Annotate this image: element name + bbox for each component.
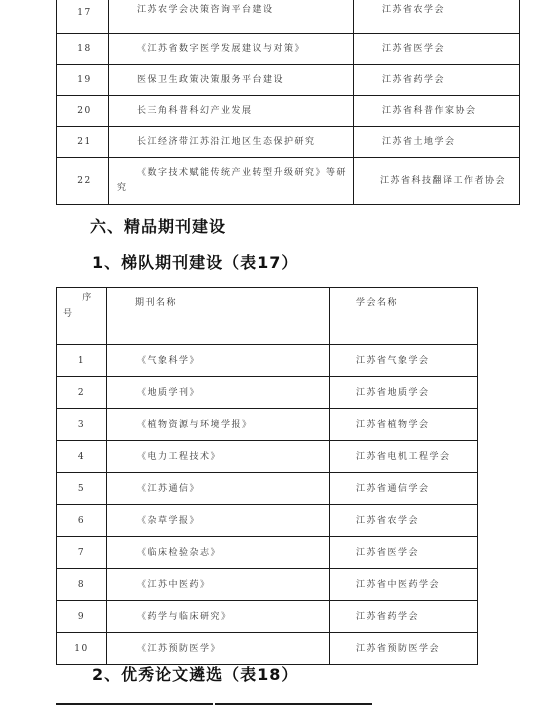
society-name: 江苏省土地学会: [354, 127, 520, 158]
row-number: 21: [57, 127, 109, 158]
header-society-name: 学会名称: [330, 288, 478, 345]
project-title: 长三角科普科幻产业发展: [109, 96, 354, 127]
society-name: 江苏省科普作家协会: [354, 96, 520, 127]
society-name: 江苏省预防医学会: [330, 633, 478, 665]
journal-title: 《气象科学》: [107, 345, 330, 377]
project-table: [56, 0, 520, 205]
row-number: 22: [57, 158, 109, 205]
row-number: 5: [57, 473, 107, 505]
row-number: 4: [57, 441, 107, 473]
project-title: 《数字技术赋能传统产业转型升级研究》等研究: [109, 158, 354, 205]
society-name: 江苏省电机工程学会: [330, 441, 478, 473]
row-number: 17: [57, 0, 109, 34]
journal-title: 《杂草学报》: [107, 505, 330, 537]
next-table-top-border: [56, 703, 213, 705]
table-row: [57, 409, 478, 441]
society-name: 江苏省通信学会: [330, 473, 478, 505]
society-name: 江苏省气象学会: [330, 345, 478, 377]
header-journal-name: 期刊名称: [107, 288, 330, 345]
row-number: 20: [57, 96, 109, 127]
table-row: [57, 441, 478, 473]
header-seq: [57, 288, 107, 345]
society-name: 江苏省医学会: [330, 537, 478, 569]
society-name: 江苏省中医药学会: [330, 569, 478, 601]
table-row: [57, 473, 478, 505]
section-heading-journals: 六、精品期刊建设: [90, 217, 227, 236]
subsection-heading-tier-journals: 1、梯队期刊建设（表17）: [92, 253, 299, 272]
society-name: 江苏省科技翻译工作者协会: [354, 158, 520, 205]
society-name: 江苏省地质学会: [330, 377, 478, 409]
society-name: 江苏省医学会: [354, 34, 520, 65]
society-name: 江苏省药学会: [354, 65, 520, 96]
journal-title: 《植物资源与环境学报》: [107, 409, 330, 441]
row-number: 1: [57, 345, 107, 377]
journal-title: 《临床检验杂志》: [107, 537, 330, 569]
table-row: [57, 601, 478, 633]
row-number: 18: [57, 34, 109, 65]
table-row: [57, 377, 478, 409]
row-number: 6: [57, 505, 107, 537]
table-row: [57, 569, 478, 601]
subsection-heading-papers: 2、优秀论文遴选（表18）: [92, 665, 299, 684]
journal-title: 《江苏预防医学》: [107, 633, 330, 665]
society-name: 江苏省农学会: [354, 0, 520, 34]
table-row: [57, 537, 478, 569]
society-name: 江苏省农学会: [330, 505, 478, 537]
row-number: 2: [57, 377, 107, 409]
table-row: [57, 96, 520, 127]
table-row: [57, 127, 520, 158]
table-header-row: [57, 288, 478, 345]
table-row: [57, 158, 520, 205]
society-name: 江苏省植物学会: [330, 409, 478, 441]
journal-title: 《电力工程技术》: [107, 441, 330, 473]
table-row: [57, 65, 520, 96]
row-number: 19: [57, 65, 109, 96]
project-title: 江苏农学会决策咨询平台建设: [109, 0, 354, 34]
row-number: 9: [57, 601, 107, 633]
header-seq-line1: 序: [82, 293, 93, 303]
journal-title: 《药学与临床研究》: [107, 601, 330, 633]
table-row: [57, 34, 520, 65]
journal-title: 《江苏通信》: [107, 473, 330, 505]
table-row: [57, 633, 478, 665]
table-row: [57, 505, 478, 537]
society-name: 江苏省药学会: [330, 601, 478, 633]
row-number: 10: [57, 633, 107, 665]
project-title: 长江经济带江苏沿江地区生态保护研究: [109, 127, 354, 158]
project-title: 医保卫生政策决策服务平台建设: [109, 65, 354, 96]
project-title: 《江苏省数字医学发展建议与对策》: [109, 34, 354, 65]
next-table-top-border: [215, 703, 372, 705]
journal-table: [56, 287, 478, 665]
journal-title: 《地质学刊》: [107, 377, 330, 409]
table-row: [57, 0, 520, 34]
table-row: [57, 345, 478, 377]
row-number: 3: [57, 409, 107, 441]
row-number: 8: [57, 569, 107, 601]
journal-title: 《江苏中医药》: [107, 569, 330, 601]
header-seq-line2: 号: [63, 309, 74, 319]
row-number: 7: [57, 537, 107, 569]
